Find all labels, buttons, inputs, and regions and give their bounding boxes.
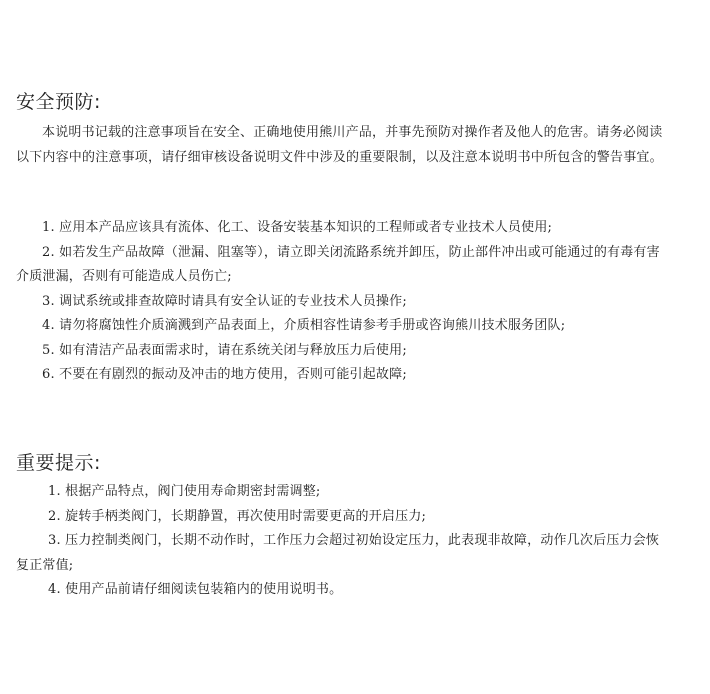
tips-list bbox=[16, 480, 672, 603]
safety-list-item: 6. 不要在有剧烈的振动及冲击的地方使用，否则可能引起故障; bbox=[42, 367, 407, 382]
safety-list-item: 1. 应用本产品应该具有流体、化工、设备安装基本知识的工程师或者专业技术人员使用; bbox=[42, 220, 553, 235]
safety-list-item: 3. 调试系统或排查故障时请具有安全认证的专业技术人员操作; bbox=[42, 293, 407, 309]
safety-list-item: 5. 如有清洁产品表面需求时，请在系统关闭与释放压力后使用; bbox=[42, 342, 407, 358]
safety-list-item: 2. 如若发生产品故障（泄漏、阻塞等），请立即关闭流路系统并卸压，防止部件冲出或可能通过的有毒有害介质泄漏，否则有可能造成人员伤亡; bbox=[16, 244, 660, 284]
safety-section-title: 安全预防: bbox=[16, 91, 101, 113]
tips-list-item: 1. 根据产品特点，阀门使用寿命期密封需调整; bbox=[48, 484, 321, 499]
tips-section-title: 重要提示: bbox=[16, 452, 101, 474]
safety-intro-paragraph: 本说明书记载的注意事项旨在安全、正确地使用熊川产品，并事先预防对操作者及他人的危害。请务必阅读以下内容中的注意事项，请仔细审核设备说明文件中涉及的重要限制，以及注意本说明书中所包含的警告事宜。 bbox=[16, 125, 663, 165]
safety-list bbox=[16, 216, 672, 388]
safety-list-item: 4. 请勿将腐蚀性介质滴溅到产品表面上，介质相容性请参考手册或咨询熊川技术服务团队; bbox=[42, 318, 566, 333]
tips-list-item: 3. 压力控制类阀门，长期不动作时，工作压力会超过初始设定压力，此表现非故障，动作几次后压力会恢复正常值; bbox=[16, 533, 660, 573]
tips-list-item: 2. 旋转手柄类阀门，长期静置，再次使用时需要更高的开启压力; bbox=[48, 508, 427, 524]
tips-list-item: 4. 使用产品前请仔细阅读包装箱内的使用说明书。 bbox=[48, 582, 343, 597]
